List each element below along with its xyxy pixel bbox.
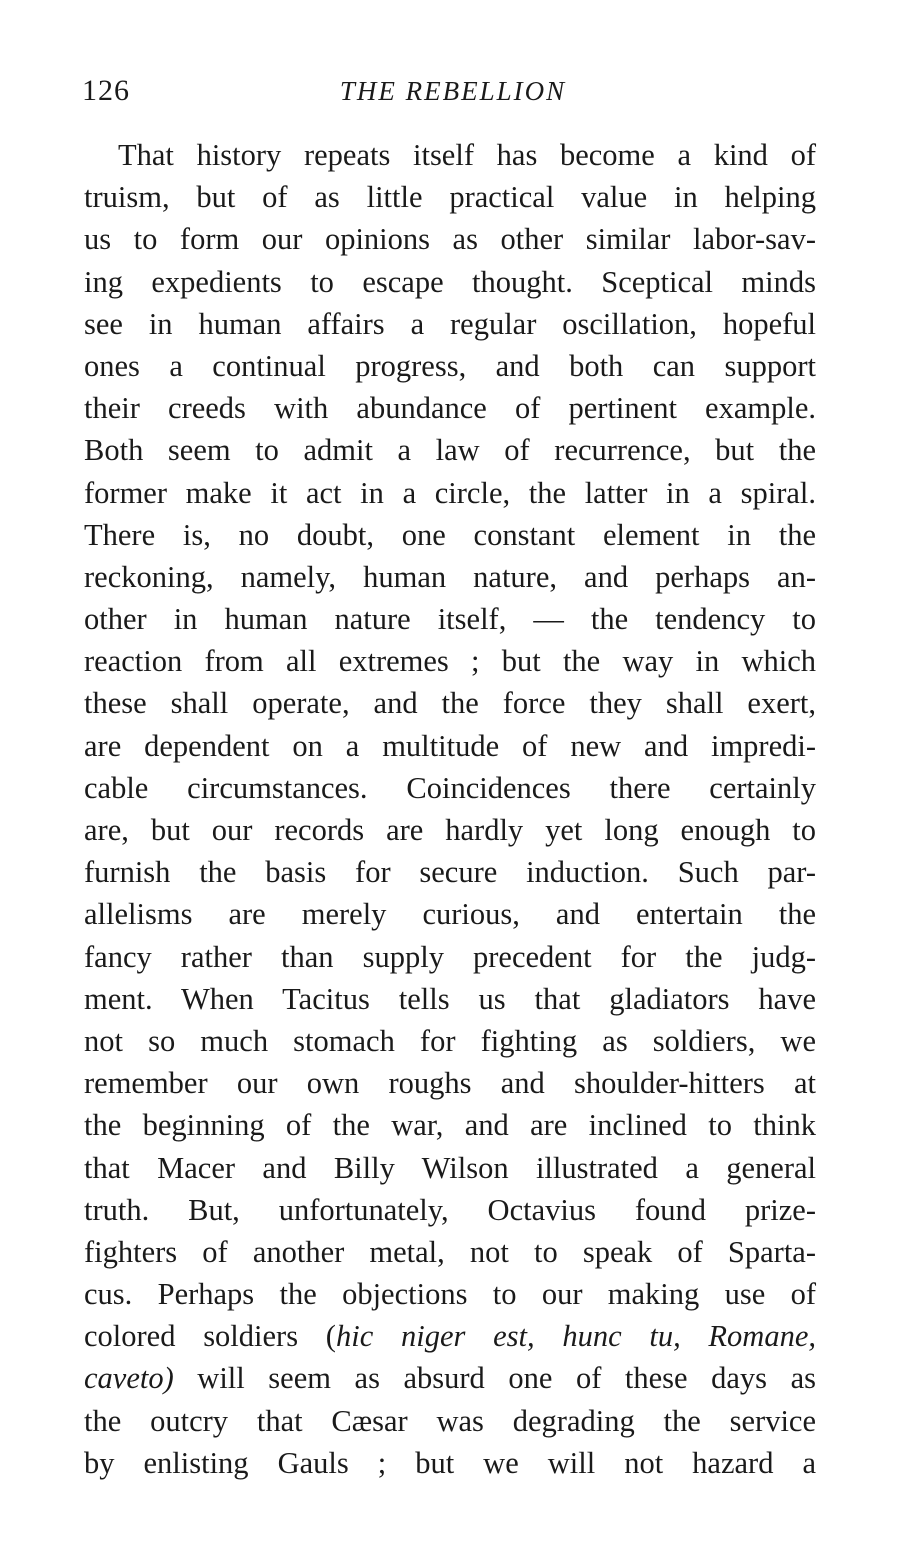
text-line: reaction from all extremes ; but the way in which — [84, 644, 816, 679]
text-line: us to form our opinions as other similar labor-sav- — [84, 222, 816, 257]
italic-quotation: hic niger est, hunc tu, Romane, — [335, 1319, 816, 1354]
text-line-with-italic — [84, 1357, 816, 1399]
running-head — [82, 74, 814, 118]
text-line: see in human affairs a regular oscillation, hopeful — [84, 306, 816, 341]
text-line: other in human nature itself, — the tendency to — [84, 602, 816, 637]
text-line: the outcry that Cæsar was degrading the service — [84, 1403, 816, 1438]
text-line: reckoning, namely, human nature, and perhaps an- — [84, 559, 816, 594]
text-line: There is, no doubt, one constant element in the — [84, 517, 816, 552]
text-line: are dependent on a multitude of new and impredi- — [84, 728, 816, 763]
text-line: former make it act in a circle, the latter in a spiral. — [84, 475, 816, 510]
text-segment: colored soldiers ( — [84, 1319, 336, 1354]
text-line: by enlisting Gauls ; but we will not hazard a — [84, 1445, 816, 1480]
text-line: fighters of another metal, not to speak of Sparta- — [84, 1234, 816, 1269]
text-line: ones a continual progress, and both can support — [84, 348, 816, 383]
text-line: their creeds with abundance of pertinent example. — [84, 391, 816, 426]
text-line: ing expedients to escape thought. Sceptical minds — [84, 264, 816, 299]
text-line: remember our own roughs and shoulder-hitters at — [84, 1066, 816, 1101]
text-line: That history repeats itself has become a kind of — [118, 138, 816, 172]
text-line: allelisms are merely curious, and entertain the — [84, 897, 816, 932]
text-line: cable circumstances. Coincidences there certainly — [84, 770, 816, 805]
text-line: not so much stomach for fighting as soldiers, we — [84, 1023, 816, 1058]
text-line: fancy rather than supply precedent for the judg- — [84, 939, 816, 974]
text-line: the beginning of the war, and are inclined to think — [84, 1108, 816, 1143]
text-line: furnish the basis for secure induction. Such par- — [84, 855, 816, 890]
text-segment: will seem as absurd one of these days as — [173, 1361, 816, 1396]
text-line: cus. Perhaps the objections to our making use of — [84, 1277, 816, 1312]
text-line: ment. When Tacitus tells us that gladiators have — [84, 981, 816, 1016]
text-line: Both seem to admit a law of recurrence, but the — [84, 433, 816, 468]
page-number: 126 — [82, 74, 130, 107]
text-line: truth. But, unfortunately, Octavius found prize- — [84, 1192, 816, 1227]
text-line: are, but our records are hardly yet long enough to — [84, 813, 816, 847]
running-title: THE REBELLION — [339, 76, 567, 106]
body-paragraph — [84, 134, 816, 1484]
text-line: these shall operate, and the force they shall exert, — [84, 686, 816, 721]
text-line-with-italic — [84, 1315, 816, 1357]
text-line: truism, but of as little practical value in helping — [84, 180, 816, 215]
text-line: that Macer and Billy Wilson illustrated a general — [84, 1150, 816, 1185]
italic-quotation: caveto) — [84, 1361, 174, 1396]
